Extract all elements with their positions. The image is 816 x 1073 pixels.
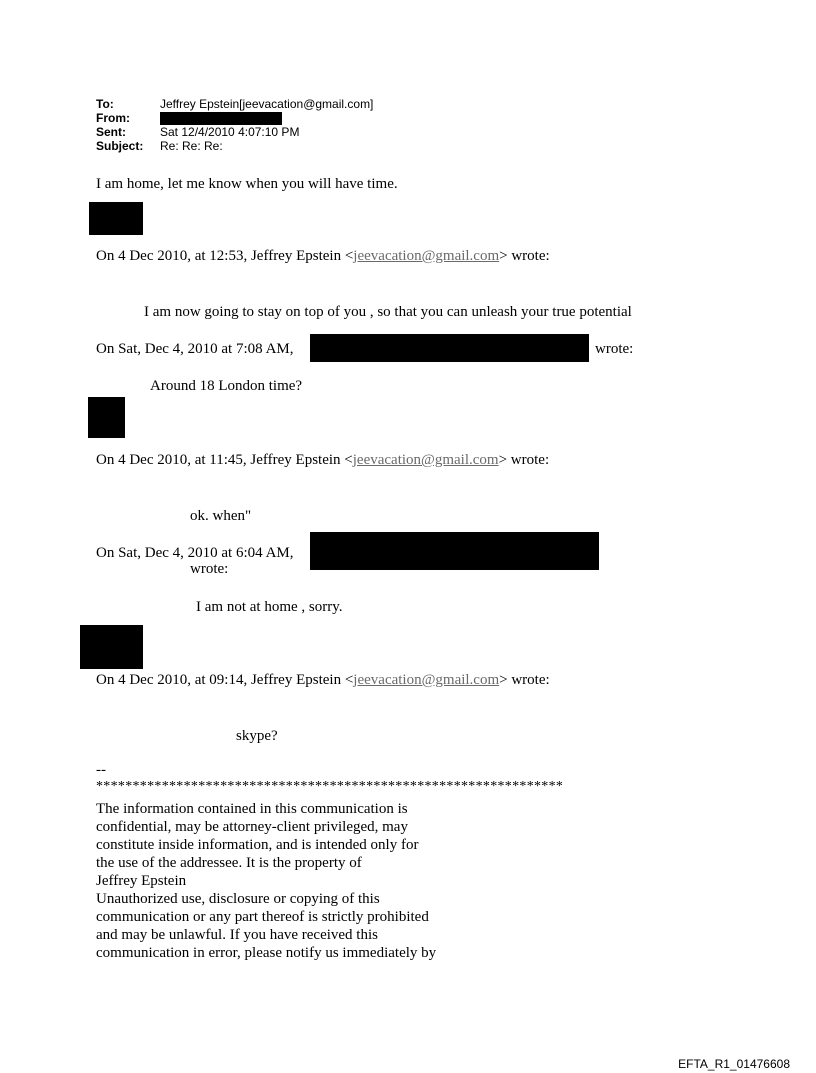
quoted-message-1: I am now going to stay on top of you , so that you can unleash your true potential [144, 304, 632, 320]
quote-header-5-prefix: On 4 Dec 2010, at 09:14, Jeffrey Epstein < [96, 672, 354, 688]
redaction-sender-1 [310, 334, 589, 362]
sent-value: Sat 12/4/2010 4:07:10 PM [160, 125, 300, 139]
to-label: To: [96, 97, 114, 111]
disclaimer-line-5: Jeffrey Epstein [96, 873, 187, 889]
subject-label: Subject: [96, 139, 144, 153]
sent-row [96, 125, 299, 139]
quoted-message-3: ok. when" [190, 508, 252, 524]
disclaimer-line-1: The information contained in this communication is [96, 801, 408, 817]
from-label: From: [96, 111, 130, 125]
quote-header-3-suffix: > wrote: [498, 452, 550, 468]
to-row [96, 97, 373, 111]
quote-header-1-prefix: On 4 Dec 2010, at 12:53, Jeffrey Epstein < [96, 248, 354, 264]
quote-header-1-suffix: > wrote: [499, 248, 550, 264]
disclaimer-line-2: confidential, may be attorney-client privileged, may [96, 819, 408, 835]
to-value: Jeffrey Epstein[jeevacation@gmail.com] [160, 97, 374, 111]
disclaimer-line-3: constitute inside information, and is intended only for [96, 837, 419, 853]
quote-header-2-suffix: wrote: [595, 341, 634, 357]
disclaimer-line-6: Unauthorized use, disclosure or copying of this [96, 891, 380, 907]
quoted-message-5: skype? [236, 728, 278, 744]
disclaimer-line-8: and may be unlawful. If you have received this [96, 927, 378, 943]
signature-dashes: -- [96, 762, 106, 778]
quote-header-3 [96, 451, 549, 469]
quoted-message-4: I am not at home , sorry. [196, 599, 343, 615]
quote-header-5 [96, 671, 550, 689]
redaction-signature-1 [89, 202, 143, 235]
disclaimer-line-7: communication or any part thereof is strictly prohibited [96, 909, 429, 925]
quote-header-1 [96, 247, 550, 265]
quote-header-2-prefix: On Sat, Dec 4, 2010 at 7:08 AM, [96, 341, 294, 357]
body-line-1: I am home, let me know when you will have time. [96, 176, 398, 192]
email-link-3[interactable]: jeevacation@gmail.com [353, 672, 500, 688]
redaction-from [160, 112, 282, 125]
signature-stars: **************************************************************** [96, 779, 564, 794]
quoted-message-2: Around 18 London time? [150, 378, 303, 394]
subject-value: Re: Re: Re: [160, 139, 223, 153]
quote-header-3-prefix: On 4 Dec 2010, at 11:45, Jeffrey Epstein < [96, 452, 353, 468]
sent-label: Sent: [96, 125, 126, 139]
quote-header-5-suffix: > wrote: [499, 672, 550, 688]
redaction-sender-2 [310, 532, 599, 570]
email-link-1[interactable]: jeevacation@gmail.com [353, 248, 500, 264]
disclaimer-line-9: communication in error, please notify us immediately by [96, 945, 437, 961]
document-id: EFTA_R1_01476608 [678, 1057, 790, 1071]
redaction-signature-3 [80, 625, 143, 669]
quote-header-4-prefix: On Sat, Dec 4, 2010 at 6:04 AM, [96, 545, 294, 561]
disclaimer-line-4: the use of the addressee. It is the property of [96, 855, 362, 871]
quote-header-4-suffix: wrote: [190, 561, 229, 577]
email-link-2[interactable]: jeevacation@gmail.com [352, 452, 499, 468]
from-row [96, 111, 160, 125]
subject-row [96, 139, 223, 153]
redaction-signature-2 [88, 397, 125, 438]
